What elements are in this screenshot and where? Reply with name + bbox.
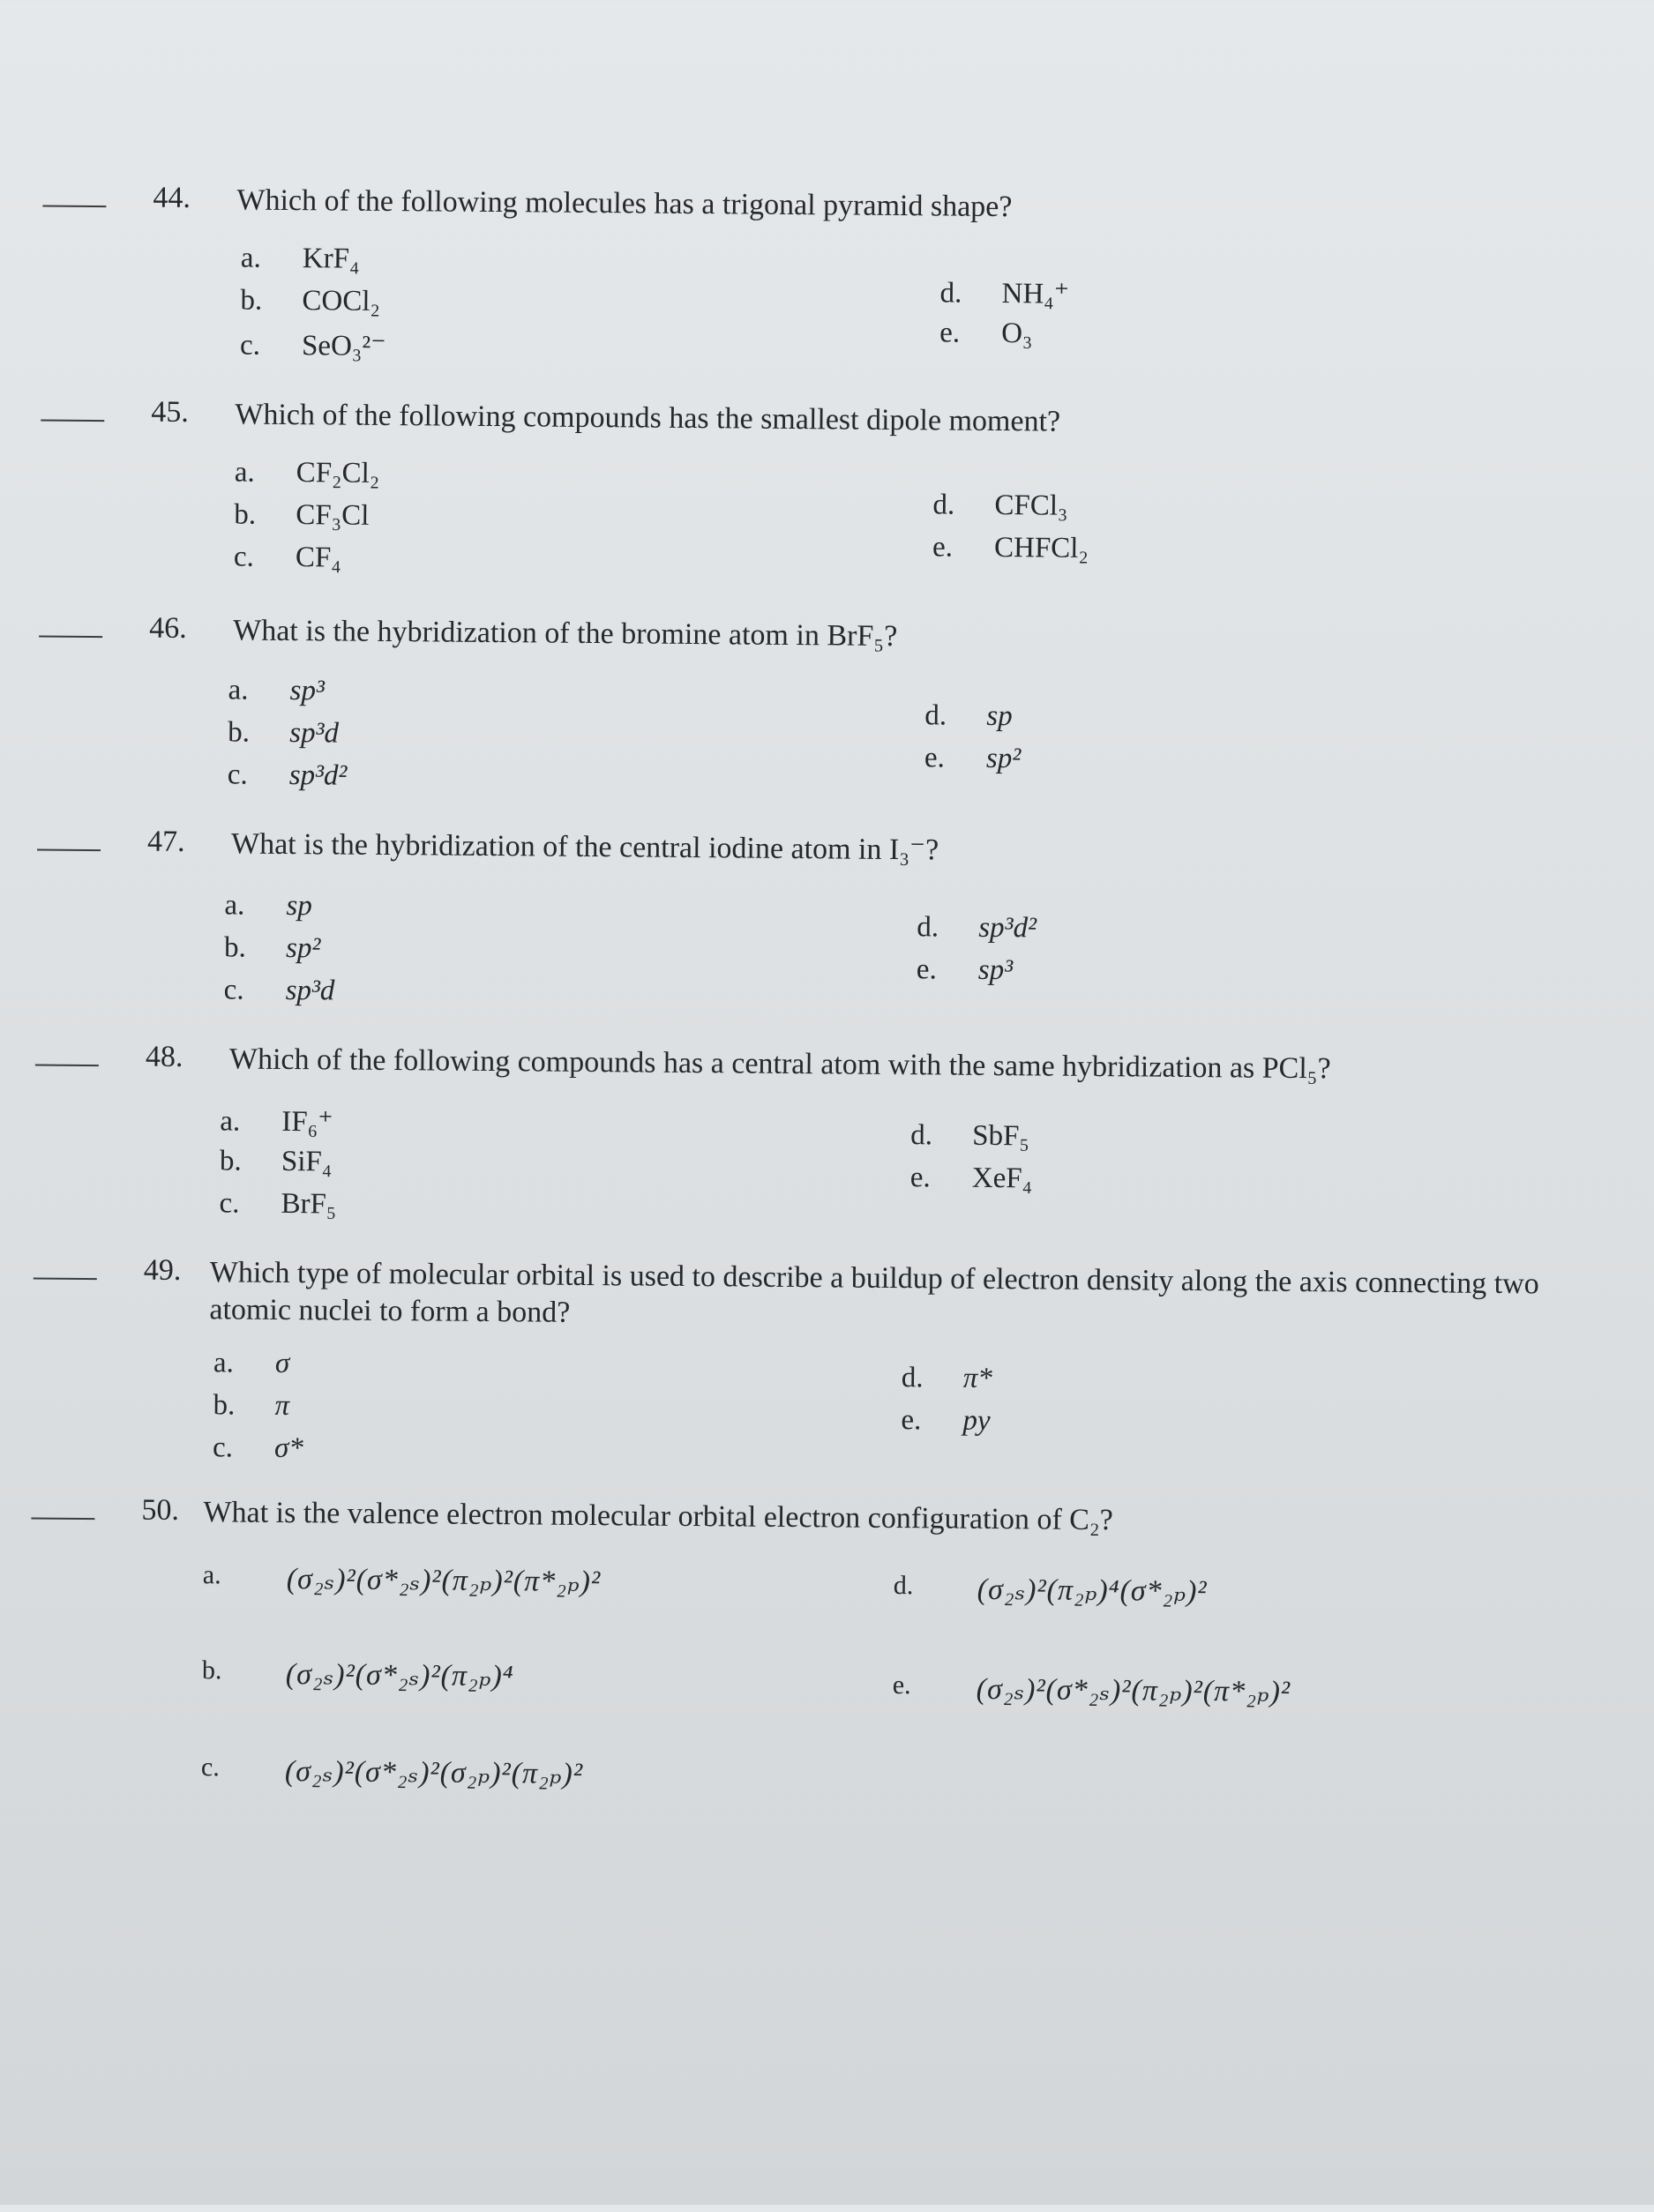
choice-text: sp³d <box>289 716 340 750</box>
choice-e <box>910 1162 1033 1195</box>
choice-letter: b. <box>219 1145 242 1177</box>
choice-d <box>910 1119 1029 1153</box>
choice-letter: b. <box>234 498 257 531</box>
choice-text: sp³d² <box>288 759 348 792</box>
question-number: 46. <box>149 611 187 645</box>
choice-letter: a. <box>224 889 245 922</box>
answer-blank[interactable] <box>34 1277 97 1280</box>
choice-letter: a. <box>234 456 255 489</box>
choice-letter: e. <box>892 1670 911 1700</box>
answer-blank[interactable] <box>35 1064 99 1066</box>
choice-text: σ* <box>273 1431 304 1465</box>
choice-d <box>924 699 1013 733</box>
choice-letter: b. <box>223 931 246 964</box>
choice-b <box>220 1145 333 1178</box>
choice-text: O₃ <box>1001 318 1033 350</box>
choice-a <box>203 1560 602 1599</box>
choice-text: sp³ <box>289 674 326 707</box>
choice-c <box>240 326 386 362</box>
answer-blank[interactable] <box>41 420 104 422</box>
question-number: 48. <box>145 1040 183 1073</box>
choice-letter: e. <box>924 742 946 774</box>
question-text: Which type of molecular orbital is used to describe a buildup of electron density along the axis connecting two atomic nuclei to form a bond? <box>209 1256 1539 1329</box>
choice-a <box>241 242 360 275</box>
mo-configuration: (σ₂ₛ)²(π₂ₚ)⁴(σ*₂ₚ)² <box>977 1573 1208 1609</box>
choice-d <box>894 1571 1208 1609</box>
answer-blank[interactable] <box>39 636 102 639</box>
mo-configuration: (σ₂ₛ)²(σ*₂ₛ)²(π₂ₚ)²(π*₂ₚ)² <box>976 1672 1291 1708</box>
choice-letter: c. <box>233 541 254 573</box>
choice-e <box>917 953 1014 987</box>
question-text: Which of the following compounds has a central atom with the same hybridization as PCl₅? <box>228 1042 1331 1086</box>
choice-text: CF₂Cl₂ <box>296 457 380 489</box>
choice-letter: e. <box>909 1162 931 1194</box>
choice-text: sp³d² <box>978 911 1037 945</box>
choice-text: py <box>962 1404 991 1437</box>
choice-letter: c. <box>227 759 248 791</box>
choice-text: CFCl₃ <box>994 489 1068 522</box>
question-text: What is the hybridization of the central iodine atom in I₃⁻? <box>230 827 939 867</box>
choice-text: sp <box>986 699 1013 733</box>
choice-c <box>213 1431 303 1465</box>
choice-text: π* <box>962 1362 993 1394</box>
choice-letter: b. <box>201 1655 222 1685</box>
choice-text: IF₆⁺ <box>281 1105 333 1139</box>
choice-a <box>224 889 312 923</box>
choice-a <box>213 1347 290 1380</box>
choice-a <box>235 456 380 489</box>
question-48 <box>0 1039 1654 1221</box>
question-text: Which of the following compounds has the smallest dipole moment? <box>235 398 1061 438</box>
choice-letter: a. <box>220 1105 241 1138</box>
choice-letter: d. <box>910 1119 933 1152</box>
choice-b <box>228 716 339 750</box>
choice-d <box>902 1362 992 1395</box>
choice-letter: c. <box>200 1752 220 1782</box>
question-46 <box>4 610 1654 792</box>
choice-letter: c. <box>223 974 244 1006</box>
choice-text: σ <box>274 1347 290 1380</box>
question-number: 47. <box>146 825 185 858</box>
mo-configuration: (σ₂ₛ)²(σ*₂ₛ)²(π₂ₚ)⁴ <box>285 1657 514 1693</box>
choice-d <box>932 489 1067 522</box>
choice-letter: a. <box>213 1347 235 1379</box>
question-50 <box>0 1492 1650 1790</box>
choice-letter: a. <box>240 242 261 274</box>
choice-text: sp <box>286 889 312 923</box>
choice-text: NH₄⁺ <box>1001 278 1070 310</box>
choice-text: SbF₅ <box>972 1119 1030 1153</box>
question-text: Which of the following molecules has a trigonal pyramid shape? <box>236 183 1013 224</box>
question-44 <box>8 180 1654 362</box>
choice-b <box>213 1389 289 1423</box>
answer-blank[interactable] <box>31 1517 94 1520</box>
choice-text: sp² <box>285 931 321 965</box>
choice-e <box>932 531 1089 565</box>
choice-text: sp³d <box>285 974 335 1007</box>
choice-letter: c. <box>212 1431 234 1464</box>
choice-text: SiF₄ <box>281 1145 333 1178</box>
choice-a <box>228 674 325 707</box>
choice-b <box>224 931 321 965</box>
choice-text: sp² <box>985 742 1022 775</box>
question-text: What is the valence electron molecular orbital electron configuration of C₂? <box>203 1496 1114 1537</box>
choice-c <box>223 974 334 1007</box>
question-number: 50. <box>141 1493 180 1527</box>
choice-e <box>939 317 1033 350</box>
question-text: What is the hybridization of the bromine atom in BrF₅? <box>233 614 898 654</box>
choice-e <box>893 1670 1291 1709</box>
choice-letter: d. <box>917 911 939 944</box>
choice-text: sp³ <box>977 953 1014 987</box>
choice-b <box>240 284 380 318</box>
choice-d <box>939 274 1069 310</box>
choice-letter: e. <box>901 1404 922 1437</box>
choice-letter: d. <box>924 699 947 732</box>
choice-c <box>228 759 348 792</box>
choice-letter: d. <box>893 1571 914 1601</box>
choice-text: π <box>274 1389 290 1423</box>
choice-letter: a. <box>202 1560 221 1590</box>
choice-letter: e. <box>932 531 954 564</box>
choice-letter: b. <box>240 284 263 317</box>
mo-configuration: (σ₂ₛ)²(σ*₂ₛ)²(π₂ₚ)²(π*₂ₚ)² <box>286 1563 602 1599</box>
choice-b <box>234 498 369 532</box>
answer-blank[interactable] <box>42 206 106 208</box>
choice-letter: a. <box>228 674 249 706</box>
choice-b <box>202 1655 514 1693</box>
choice-d <box>917 911 1037 945</box>
question-49 <box>0 1252 1652 1465</box>
choice-text: COCl₂ <box>302 285 381 318</box>
choice-letter: d. <box>901 1362 924 1394</box>
question-number: 44. <box>153 181 191 214</box>
choice-text: CF₄ <box>295 542 341 574</box>
answer-blank[interactable] <box>37 849 101 852</box>
choice-text: SeO₃²⁻ <box>301 330 386 362</box>
choice-letter: b. <box>213 1389 236 1422</box>
question-number: 49. <box>143 1253 182 1287</box>
choice-c <box>234 541 341 574</box>
choice-text: CF₃Cl <box>296 499 370 532</box>
choice-c <box>201 1752 583 1791</box>
choice-text: BrF₅ <box>281 1187 337 1221</box>
question-47 <box>2 824 1654 1007</box>
choice-letter: c. <box>239 329 261 362</box>
choice-e <box>901 1404 990 1438</box>
choice-text: CHFCl₂ <box>993 531 1089 564</box>
choice-letter: d. <box>932 489 955 521</box>
choice-e <box>924 742 1022 775</box>
choice-letter: b. <box>228 716 251 749</box>
mo-configuration: (σ₂ₛ)²(σ*₂ₛ)²(σ₂ₚ)²(π₂ₚ)² <box>284 1754 584 1790</box>
question-45 <box>6 394 1654 574</box>
choice-letter: e. <box>916 953 937 986</box>
choice-letter: c. <box>219 1187 240 1220</box>
choice-a <box>220 1102 333 1139</box>
choice-text: XeF₄ <box>971 1162 1033 1195</box>
question-number: 45. <box>151 395 190 429</box>
choice-letter: d. <box>939 277 962 310</box>
choice-letter: e. <box>939 317 961 349</box>
choice-text: KrF₄ <box>302 243 360 275</box>
choice-c <box>219 1187 336 1221</box>
